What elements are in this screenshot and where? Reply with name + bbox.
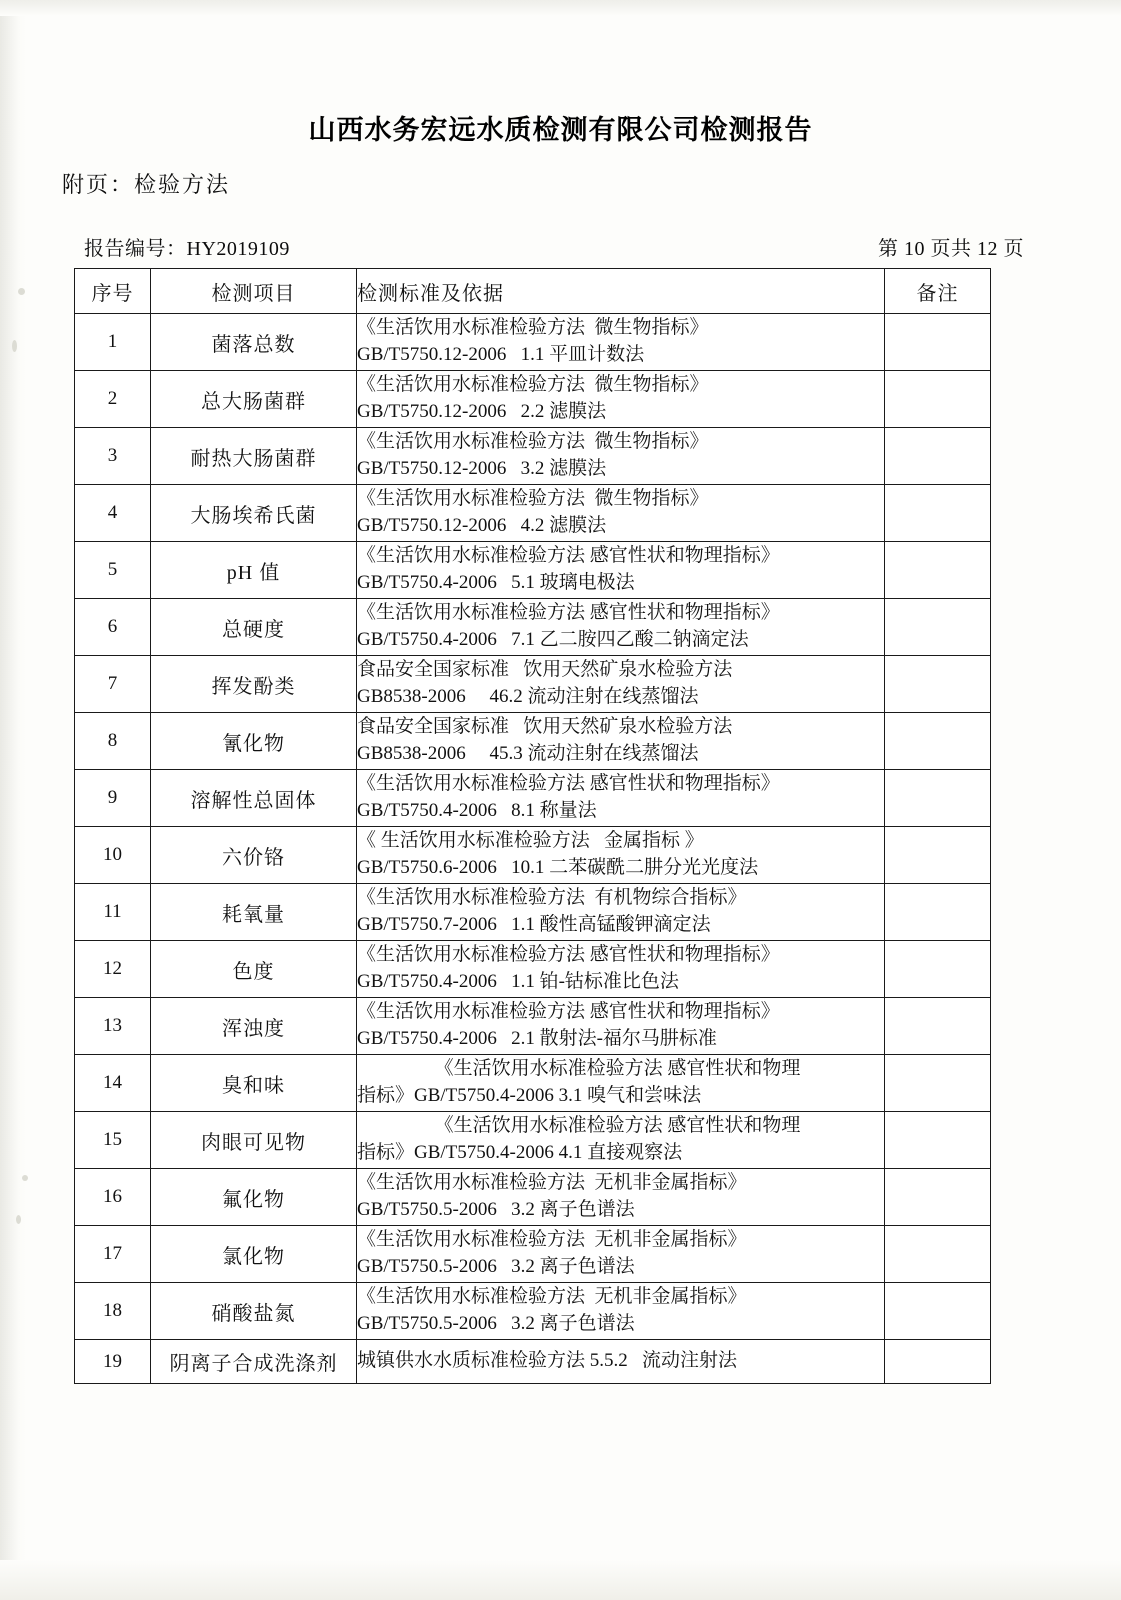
standard-line-2: GB/T5750.12-2006 2.2 滤膜法 [357,401,607,422]
standard-line-1: 《生活饮用水标准检验方法 感官性状和物理指标》 [357,944,780,966]
standard-line-1: 《生活饮用水标准检验方法 微生物指标》 [357,488,709,510]
table-row [75,1226,991,1283]
table-row [75,542,991,599]
test-standard [357,599,885,656]
test-standard [357,1112,885,1169]
standard-line-1: 《生活饮用水标准检验方法 微生物指标》 [357,317,709,339]
test-standard [357,941,885,998]
row-note [885,998,991,1055]
standard-line-1: 《生活饮用水标准检验方法 感官性状和物理指标》 [357,1001,780,1023]
row-note [885,770,991,827]
row-index: 1 [75,314,151,371]
table-row [75,1169,991,1226]
table-row [75,770,991,827]
standard-line-1: 《生活饮用水标准检验方法 无机非金属指标》 [357,1286,747,1308]
test-standard [357,656,885,713]
column-header-note: 备注 [885,269,991,314]
standard-line-2: GB/T5750.12-2006 4.2 滤膜法 [357,515,607,536]
report-number: 报告编号：HY2019109 [84,238,290,260]
scan-edge-left [0,0,26,1600]
row-note [885,1055,991,1112]
table-row [75,713,991,770]
test-item-name: 氟化物 [151,1169,357,1226]
row-index: 11 [75,884,151,941]
scan-speck [16,1215,21,1224]
test-item-name: 六价铬 [151,827,357,884]
standard-line-2: GB8538-2006 45.3 流动注射在线蒸馏法 [357,743,699,764]
row-index: 6 [75,599,151,656]
row-note [885,371,991,428]
standard-line-2: 指标》GB/T5750.4-2006 4.1 直接观察法 [357,1142,683,1163]
table-header-row [75,269,991,314]
test-standard [357,713,885,770]
row-index: 16 [75,1169,151,1226]
scan-edge-bottom [0,1560,1121,1600]
standard-line-1: 《生活饮用水标准检验方法 感官性状和物理指标》 [357,602,780,624]
row-note [885,428,991,485]
table-row [75,1112,991,1169]
row-index: 5 [75,542,151,599]
report-meta [84,232,1024,261]
row-note [885,827,991,884]
table-row [75,1055,991,1112]
test-item-name: 总硬度 [151,599,357,656]
row-index: 2 [75,371,151,428]
row-note [885,599,991,656]
row-note [885,542,991,599]
scan-speck [12,340,17,352]
standard-line-2: 指标》GB/T5750.4-2006 3.1 嗅气和尝味法 [357,1085,702,1106]
test-standard [357,1340,885,1384]
attachment-subtitle: 附页：检验方法 [62,173,231,198]
row-index: 19 [75,1340,151,1384]
row-index: 4 [75,485,151,542]
standard-line-2: GB/T5750.4-2006 2.1 散射法-福尔马肼标准 [357,1028,717,1049]
row-index: 15 [75,1112,151,1169]
row-index: 14 [75,1055,151,1112]
row-index: 17 [75,1226,151,1283]
row-note [885,1340,991,1384]
row-index: 3 [75,428,151,485]
table-row [75,656,991,713]
table-row [75,1340,991,1384]
test-standard [357,827,885,884]
standard-line-1: 《生活饮用水标准检验方法 微生物指标》 [357,431,709,453]
standard-line-2: GB/T5750.4-2006 8.1 称量法 [357,800,597,821]
scan-edge-top [0,0,1121,16]
standard-line-1: 《生活饮用水标准检验方法 感官性状和物理指标》 [357,545,780,567]
standard-line-1: 食品安全国家标准 饮用天然矿泉水检验方法 [357,716,733,738]
test-standard [357,371,885,428]
standard-line-2: GB/T5750.5-2006 3.2 离子色谱法 [357,1313,635,1334]
column-header-standard: 检测标准及依据 [357,269,885,314]
table-head [75,269,991,314]
standard-line-2: GB/T5750.4-2006 1.1 铂-钴标准比色法 [357,971,679,992]
test-standard [357,542,885,599]
standard-line-1: 《生活饮用水标准检验方法 感官性状和物理指标》 [357,773,780,795]
row-index: 18 [75,1283,151,1340]
standard-line-2: GB/T5750.5-2006 3.2 离子色谱法 [357,1199,635,1220]
test-standard [357,770,885,827]
standard-line-1: 《生活饮用水标准检验方法 微生物指标》 [357,374,709,396]
row-index: 13 [75,998,151,1055]
row-note [885,1169,991,1226]
table-row [75,1283,991,1340]
row-index: 10 [75,827,151,884]
scan-speck [22,1175,28,1181]
table-row [75,941,991,998]
standard-line-1: 《生活饮用水标准检验方法 无机非金属指标》 [357,1229,747,1251]
test-standard [357,998,885,1055]
test-standard [357,1226,885,1283]
row-note [885,941,991,998]
table-body [75,314,991,1384]
row-index: 8 [75,713,151,770]
test-standard [357,1169,885,1226]
test-item-name: 阴离子合成洗涤剂 [151,1340,357,1384]
row-note [885,314,991,371]
test-item-name: 氯化物 [151,1226,357,1283]
test-item-name: 溶解性总固体 [151,770,357,827]
row-note [885,884,991,941]
standard-line-1: 城镇供水水质标准检验方法 5.5.2 流动注射法 [357,1350,738,1372]
test-item-name: 菌落总数 [151,314,357,371]
standard-line-2: GB/T5750.4-2006 5.1 玻璃电极法 [357,572,635,593]
test-standard [357,1283,885,1340]
standard-line-1: 《生活饮用水标准检验方法 感官性状和物理 [434,1058,801,1080]
row-index: 12 [75,941,151,998]
table-row [75,599,991,656]
test-standard [357,1055,885,1112]
standard-line-1: 《生活饮用水标准检验方法 感官性状和物理 [434,1115,801,1137]
table-row [75,884,991,941]
standard-line-2: GB8538-2006 46.2 流动注射在线蒸馏法 [357,686,699,707]
page-number: 第 10 页共 12 页 [878,238,1024,260]
row-index: 9 [75,770,151,827]
standard-line-2: GB/T5750.12-2006 1.1 平皿计数法 [357,344,645,365]
test-item-name: 氰化物 [151,713,357,770]
table-row [75,428,991,485]
test-item-name: 色度 [151,941,357,998]
test-item-name: 肉眼可见物 [151,1112,357,1169]
standard-line-2: GB/T5750.12-2006 3.2 滤膜法 [357,458,607,479]
table-row [75,314,991,371]
test-item-name: 臭和味 [151,1055,357,1112]
scan-speck [18,288,25,295]
standard-line-1: 《生活饮用水标准检验方法 无机非金属指标》 [357,1172,747,1194]
standard-line-1: 《生活饮用水标准检验方法 有机物综合指标》 [357,887,747,909]
row-note [885,713,991,770]
inspection-method-table [74,268,991,1384]
test-item-name: 耗氧量 [151,884,357,941]
test-item-name: 总大肠菌群 [151,371,357,428]
table-row [75,371,991,428]
column-header-no: 序号 [75,269,151,314]
standard-line-2: GB/T5750.7-2006 1.1 酸性高锰酸钾滴定法 [357,914,711,935]
row-note [885,656,991,713]
test-item-name: 大肠埃希氏菌 [151,485,357,542]
test-standard [357,485,885,542]
test-standard [357,884,885,941]
test-item-name: 硝酸盐氮 [151,1283,357,1340]
page-title: 山西水务宏远水质检测有限公司检测报告 [308,115,813,146]
test-item-name: 耐热大肠菌群 [151,428,357,485]
table-row [75,485,991,542]
test-item-name: 挥发酚类 [151,656,357,713]
standard-line-1: 《 生活饮用水标准检验方法 金属指标 》 [357,830,704,852]
row-note [885,1283,991,1340]
row-note [885,1226,991,1283]
test-standard [357,314,885,371]
standard-line-1: 食品安全国家标准 饮用天然矿泉水检验方法 [357,659,733,681]
row-index: 7 [75,656,151,713]
row-note [885,1112,991,1169]
table-row [75,827,991,884]
standard-line-2: GB/T5750.4-2006 7.1 乙二胺四乙酸二钠滴定法 [357,629,749,650]
standard-line-2: GB/T5750.6-2006 10.1 二苯碳酰二肼分光光度法 [357,857,759,878]
row-note [885,485,991,542]
test-standard [357,428,885,485]
test-item-name: pH 值 [151,542,357,599]
table-row [75,998,991,1055]
test-item-name: 浑浊度 [151,998,357,1055]
column-header-item: 检测项目 [151,269,357,314]
standard-line-2: GB/T5750.5-2006 3.2 离子色谱法 [357,1256,635,1277]
